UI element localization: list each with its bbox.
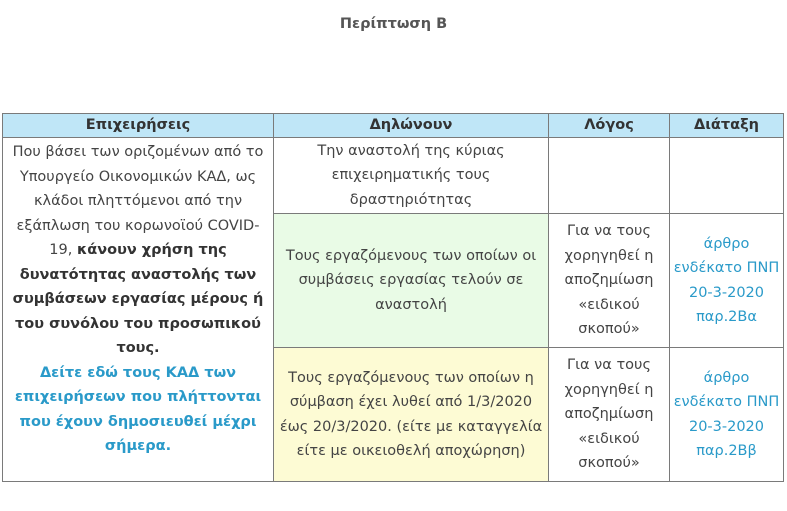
header-provision: Διάταξη — [670, 114, 784, 138]
provision-cell: άρθρο ενδέκατο ΠΝΠ 20-3-2020 παρ.2Ββ — [670, 348, 784, 482]
provision-cell — [670, 138, 784, 214]
table-header-row — [3, 114, 784, 138]
businesses-text: Που βάσει των οριζομένων από το Υπουργείο Οικονομικών ΚΑΔ, ως κλάδοι πληττόμενοι από την εξάπλωση του κορωνοϊού COVID-19, — [12, 144, 264, 258]
header-declare: Δηλώνουν — [274, 114, 549, 138]
kad-list-link[interactable]: Δείτε εδώ τους ΚΑΔ των επιχειρήσεων που πλήττονται που έχουν δημοσιευθεί μέχρι σήμερα. — [14, 364, 262, 454]
page-title: Περίπτωση Β — [339, 16, 448, 32]
header-reason: Λόγος — [549, 114, 670, 138]
declare-cell: Τους εργαζόμενους των οποίων οι συμβάσεις εργασίας τελούν σε αναστολή — [274, 214, 549, 348]
reason-cell — [549, 138, 670, 214]
table-row — [3, 138, 784, 214]
cases-table — [2, 113, 784, 482]
provision-cell: άρθρο ενδέκατο ΠΝΠ 20-3-2020 παρ.2Βα — [670, 214, 784, 348]
declare-cell: Την αναστολή της κύριας επιχειρηματικής τους δραστηριότητας — [274, 138, 549, 214]
reason-cell: Για να τους χορηγηθεί η αποζημίωση «ειδικού σκοπού» — [549, 348, 670, 482]
header-businesses: Επιχειρήσεις — [3, 114, 274, 138]
reason-cell: Για να τους χορηγηθεί η αποζημίωση «ειδικού σκοπού» — [549, 214, 670, 348]
businesses-bold-text: κάνουν χρήση της δυνατότητας αναστολής των συμβάσεων εργασίας μέρους ή του συνόλου του προσωπικού τους. — [12, 242, 264, 356]
businesses-cell — [3, 138, 274, 482]
declare-cell: Τους εργαζόμενους των οποίων η σύμβαση έχει λυθεί από 1/3/2020 έως 20/3/2020. (είτε με καταγγελία είτε με οικειοθελή αποχώρηση) — [274, 348, 549, 482]
